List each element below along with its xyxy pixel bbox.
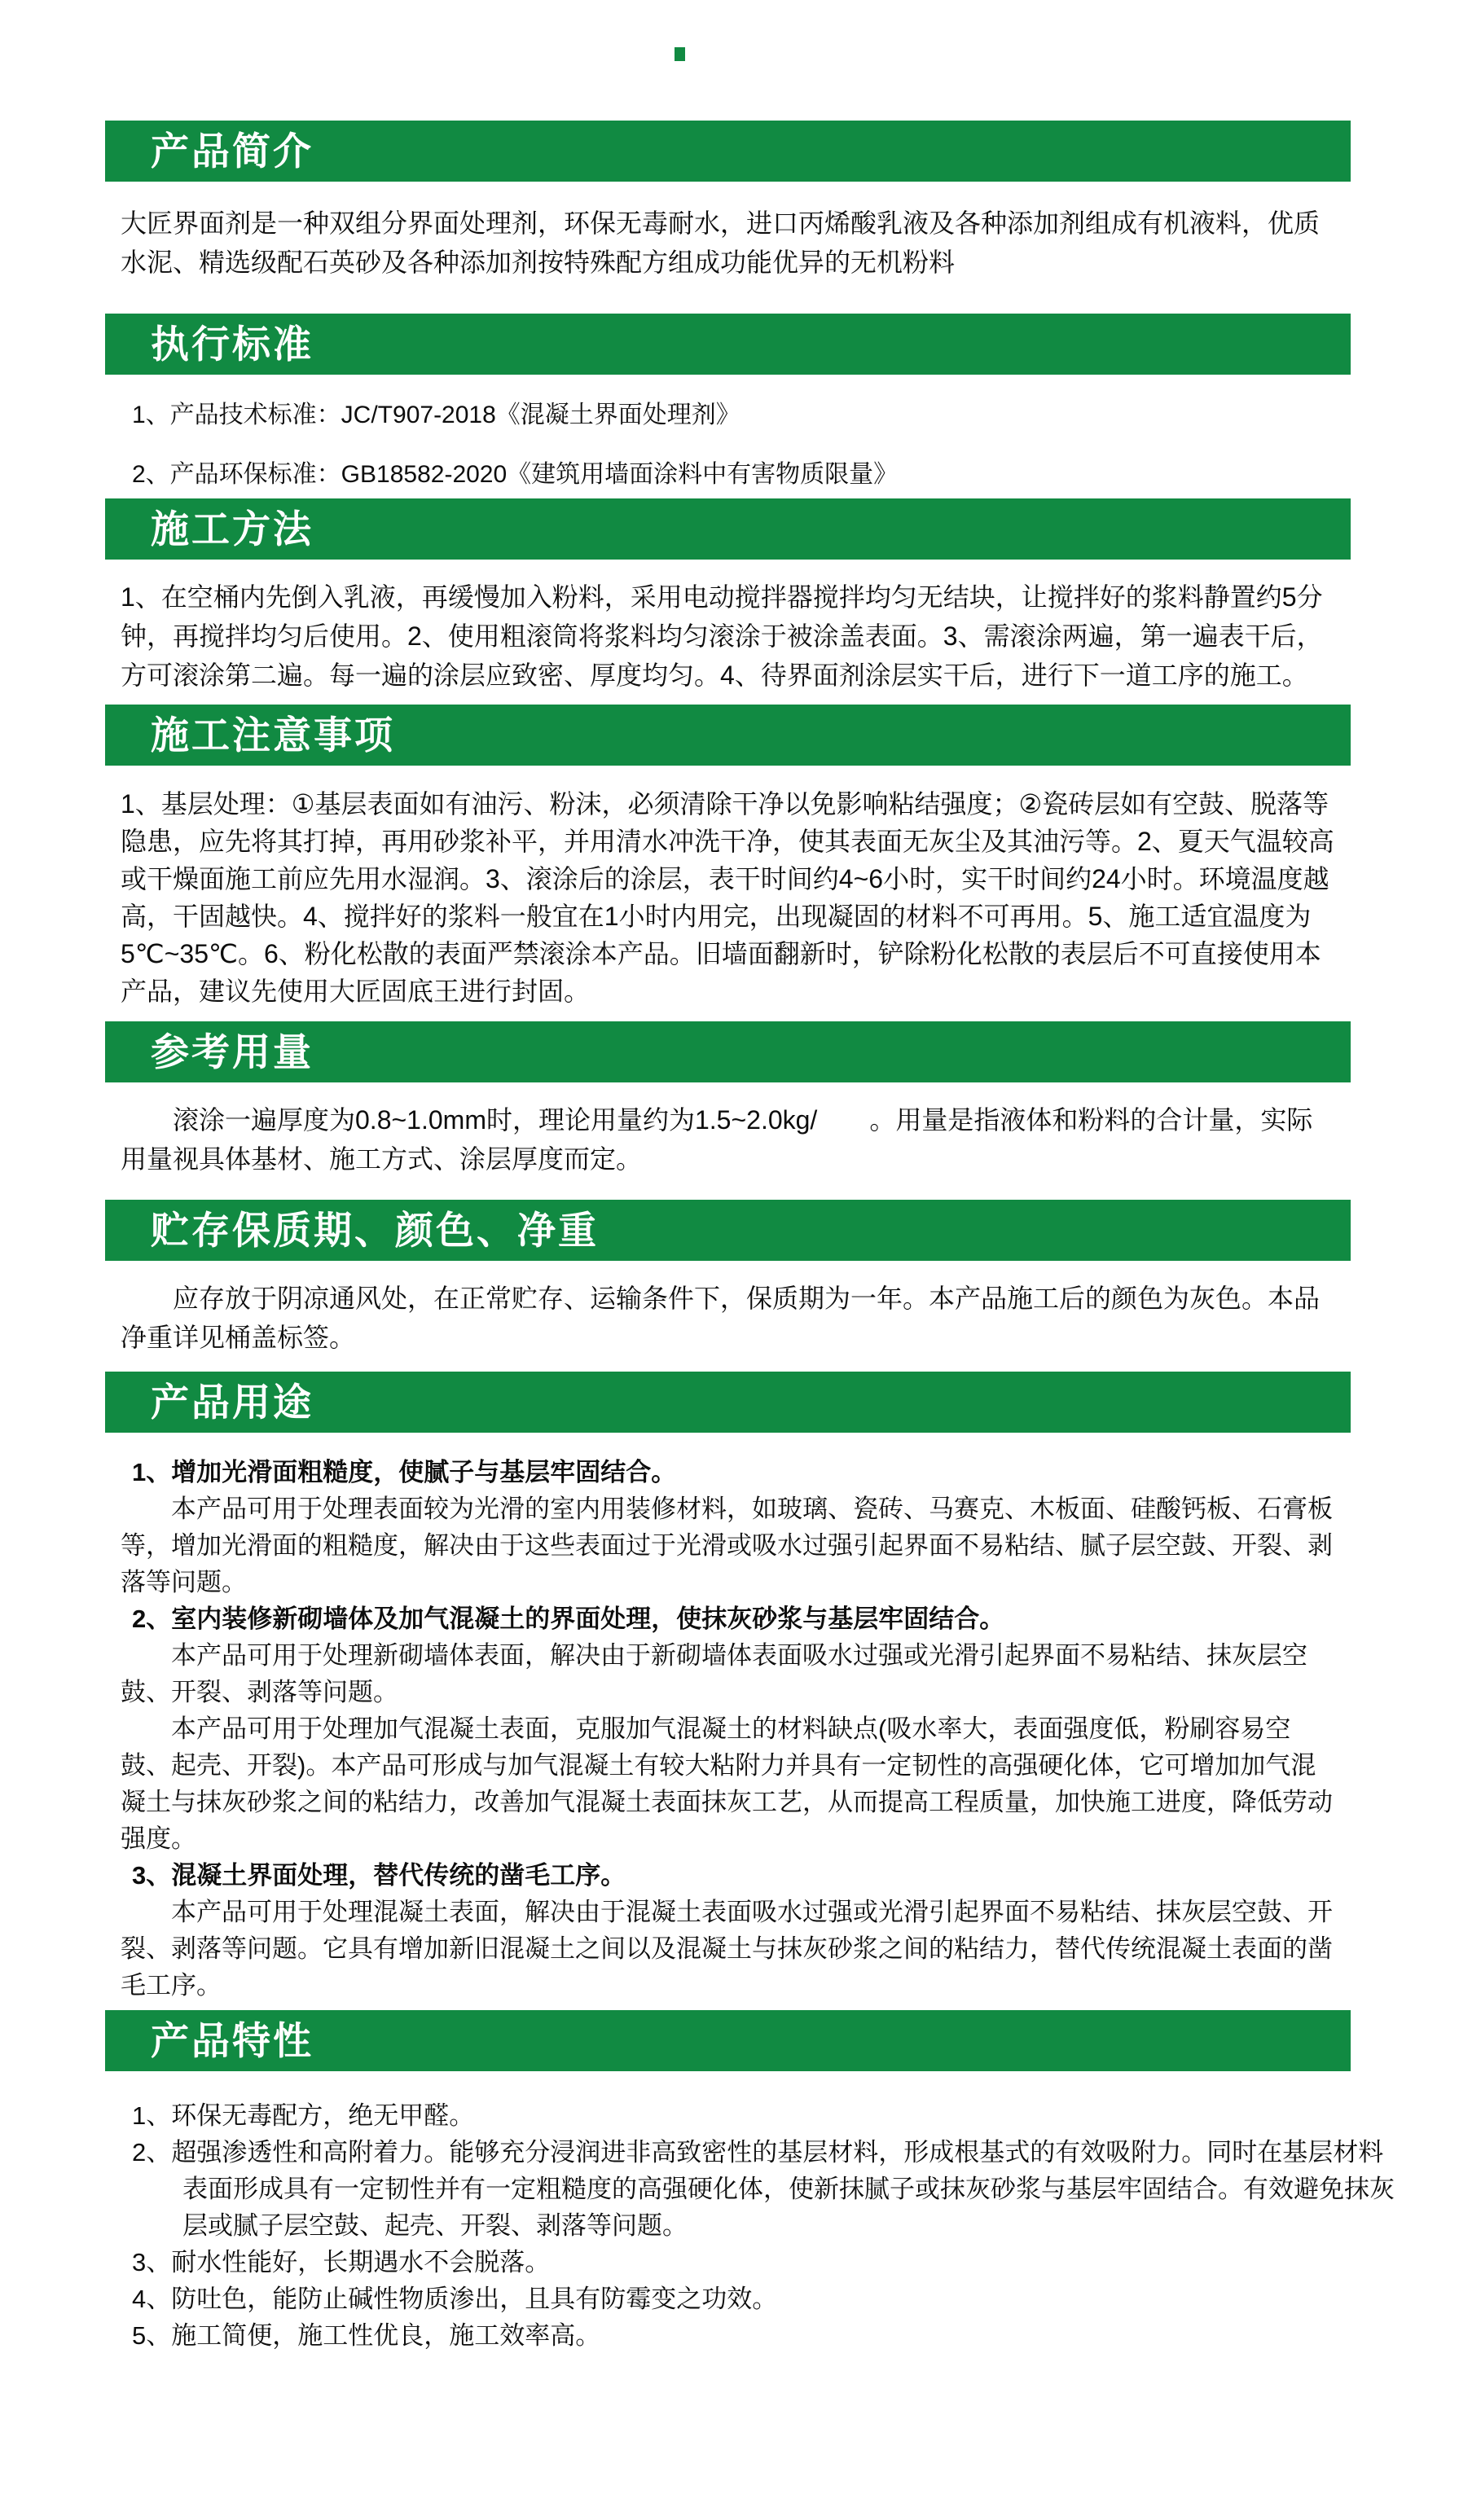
section-header-bar xyxy=(105,1200,1351,1261)
section-title: 贮存保质期、颜色、净重 xyxy=(151,1209,599,1252)
usage-list xyxy=(105,1454,1351,2004)
method-paragraph: 1、在空桶内先倒入乳液，再缓慢加入粉料，采用电动搅拌器搅拌均匀无结块，让搅拌好的浆料静置约5分钟，再搅拌均匀后使用。2、使用粗滚筒将浆料均匀滚涂于被涂盖表面。3、需滚涂两遍，第一遍表干后，方可滚涂第二遍。每一遍的涂层应致密、厚度均匀。4、待界面剂涂层实干后，进行下一道工序的施工。 xyxy=(121,582,1323,690)
feature-item: 1、环保无毒配方，绝无甲醛。 xyxy=(132,2101,475,2130)
features-list xyxy=(105,2097,1395,2354)
section-header-bar xyxy=(105,121,1351,182)
standard-item: 1、产品技术标准：JC/T907-2018《混凝土界面处理剂》 xyxy=(132,402,740,428)
section-title: 产品用途 xyxy=(151,1381,314,1424)
usage-item-heading: 3、混凝土界面处理，替代传统的凿毛工序。 xyxy=(132,1861,626,1890)
section-title: 施工方法 xyxy=(151,507,314,551)
section-construction-method xyxy=(105,498,1351,695)
storage-paragraph: 应存放于阴凉通风处，在正常贮存、运输条件下，保质期为一年。本产品施工后的颜色为灰色。本品净重详见桶盖标签。 xyxy=(121,1284,1321,1352)
feature-item: 5、施工简便，施工性优良，施工效率高。 xyxy=(132,2321,601,2350)
section-title: 施工注意事项 xyxy=(151,713,395,757)
usage-item-paragraph: 本产品可用于处理混凝土表面，解决由于混凝土表面吸水过强或光滑引起界面不易粘结、抹灰层空鼓、开裂、剥落等问题。它具有增加新旧混凝土之间以及混凝土与抹灰砂浆之间的粘结力，替代传统混凝土表面的凿毛工序。 xyxy=(121,1898,1333,2000)
feature-item: 3、耐水性能好，长期遇水不会脱落。 xyxy=(132,2248,551,2276)
section-product-intro xyxy=(105,121,1351,282)
standard-item: 2、产品环保标准：GB18582-2020《建筑用墙面涂料中有害物质限量》 xyxy=(132,461,899,488)
section-header-bar xyxy=(105,314,1351,375)
section-header-bar xyxy=(105,498,1351,560)
stray-green-mark xyxy=(675,47,685,61)
section-header-bar xyxy=(105,1021,1351,1082)
section-construction-notes xyxy=(105,705,1351,1010)
dosage-paragraph: 滚涂一遍厚度为0.8~1.0mm时，理论用量约为1.5~2.0kg/ 。用量是指液体和粉料的合计量，实际用量视具体基材、施工方式、涂层厚度而定。 xyxy=(121,1105,1313,1174)
section-product-features xyxy=(105,2010,1395,2354)
section-product-usage xyxy=(105,1372,1351,2004)
feature-item: 2、超强渗透性和高附着力。能够充分浸润进非高致密性的基层材料，形成根基式的有效吸附力。同时在基层材料表面形成具有一定韧性并有一定粗糙度的高强硬化体，使新抹腻子或抹灰砂浆与基层牢固结合。有效避免抹灰层或腻子层空鼓、起壳、开裂、剥落等问题。 xyxy=(132,2138,1395,2240)
section-header-bar xyxy=(105,705,1351,766)
usage-item-heading: 2、室内装修新砌墙体及加气混凝土的界面处理，使抹灰砂浆与基层牢固结合。 xyxy=(132,1605,1005,1633)
usage-item-paragraph: 本产品可用于处理加气混凝土表面，克服加气混凝土的材料缺点(吸水率大，表面强度低，粉刷容易空鼓、起壳、开裂)。本产品可形成与加气混凝土有较大粘附力并具有一定韧性的高强硬化体，它可增加加气混凝土与抹灰砂浆之间的粘结力，改善加气混凝土表面抹灰工艺，从而提高工程质量，加快施工进度，降低劳动强度。 xyxy=(121,1714,1333,1853)
section-standards xyxy=(105,314,1351,494)
section-title: 执行标准 xyxy=(151,323,314,366)
section-storage-color-weight xyxy=(105,1200,1351,1357)
section-reference-dosage xyxy=(105,1021,1351,1179)
section-title: 参考用量 xyxy=(151,1030,314,1073)
notes-paragraph: 1、基层处理：①基层表面如有油污、粉沫，必须清除干净以免影响粘结强度；②瓷砖层如有空鼓、脱落等隐患，应先将其打掉，再用砂浆补平，并用清水冲洗干净，使其表面无灰尘及其油污等。2、夏天气温较高或干燥面施工前应先用水湿润。3、滚涂后的涂层，表干时间约4~6小时，实干时间约24小时。环境温度越高，干固越快。4、搅拌好的浆料一般宜在1小时内用完，出现凝固的材料不可再用。5、施工适宜温度为5℃~35℃。6、粉化松散的表面严禁滚涂本产品。旧墙面翻新时，铲除粉化松散的表层后不可直接使用本产品，建议先使用大匠固底王进行封固。 xyxy=(121,789,1334,1006)
section-header-bar xyxy=(105,1372,1351,1433)
usage-item-paragraph: 本产品可用于处理表面较为光滑的室内用装修材料，如玻璃、瓷砖、马赛克、木板面、硅酸钙板、石膏板等，增加光滑面的粗糙度，解决由于这些表面过于光滑或吸水过强引起界面不易粘结、腻子层空鼓、开裂、剥落等问题。 xyxy=(121,1495,1333,1596)
feature-item: 4、防吐色，能防止碱性物质渗出，且具有防霉变之功效。 xyxy=(132,2285,778,2313)
content-column xyxy=(105,121,1395,2354)
section-header-bar xyxy=(105,2010,1351,2071)
usage-item-heading: 1、增加光滑面粗糙度，使腻子与基层牢固结合。 xyxy=(132,1458,677,1486)
section-title: 产品特性 xyxy=(151,2019,314,2062)
intro-paragraph: 大匠界面剂是一种双组分界面处理剂，环保无毒耐水，进口丙烯酸乳液及各种添加剂组成有机液料，优质水泥、精选级配石英砂及各种添加剂按特殊配方组成功能优异的无机粉料 xyxy=(121,209,1321,277)
section-title: 产品简介 xyxy=(151,130,314,173)
usage-item-paragraph: 本产品可用于处理新砌墙体表面，解决由于新砌墙体表面吸水过强或光滑引起界面不易粘结、抹灰层空鼓、开裂、剥落等问题。 xyxy=(121,1641,1307,1706)
